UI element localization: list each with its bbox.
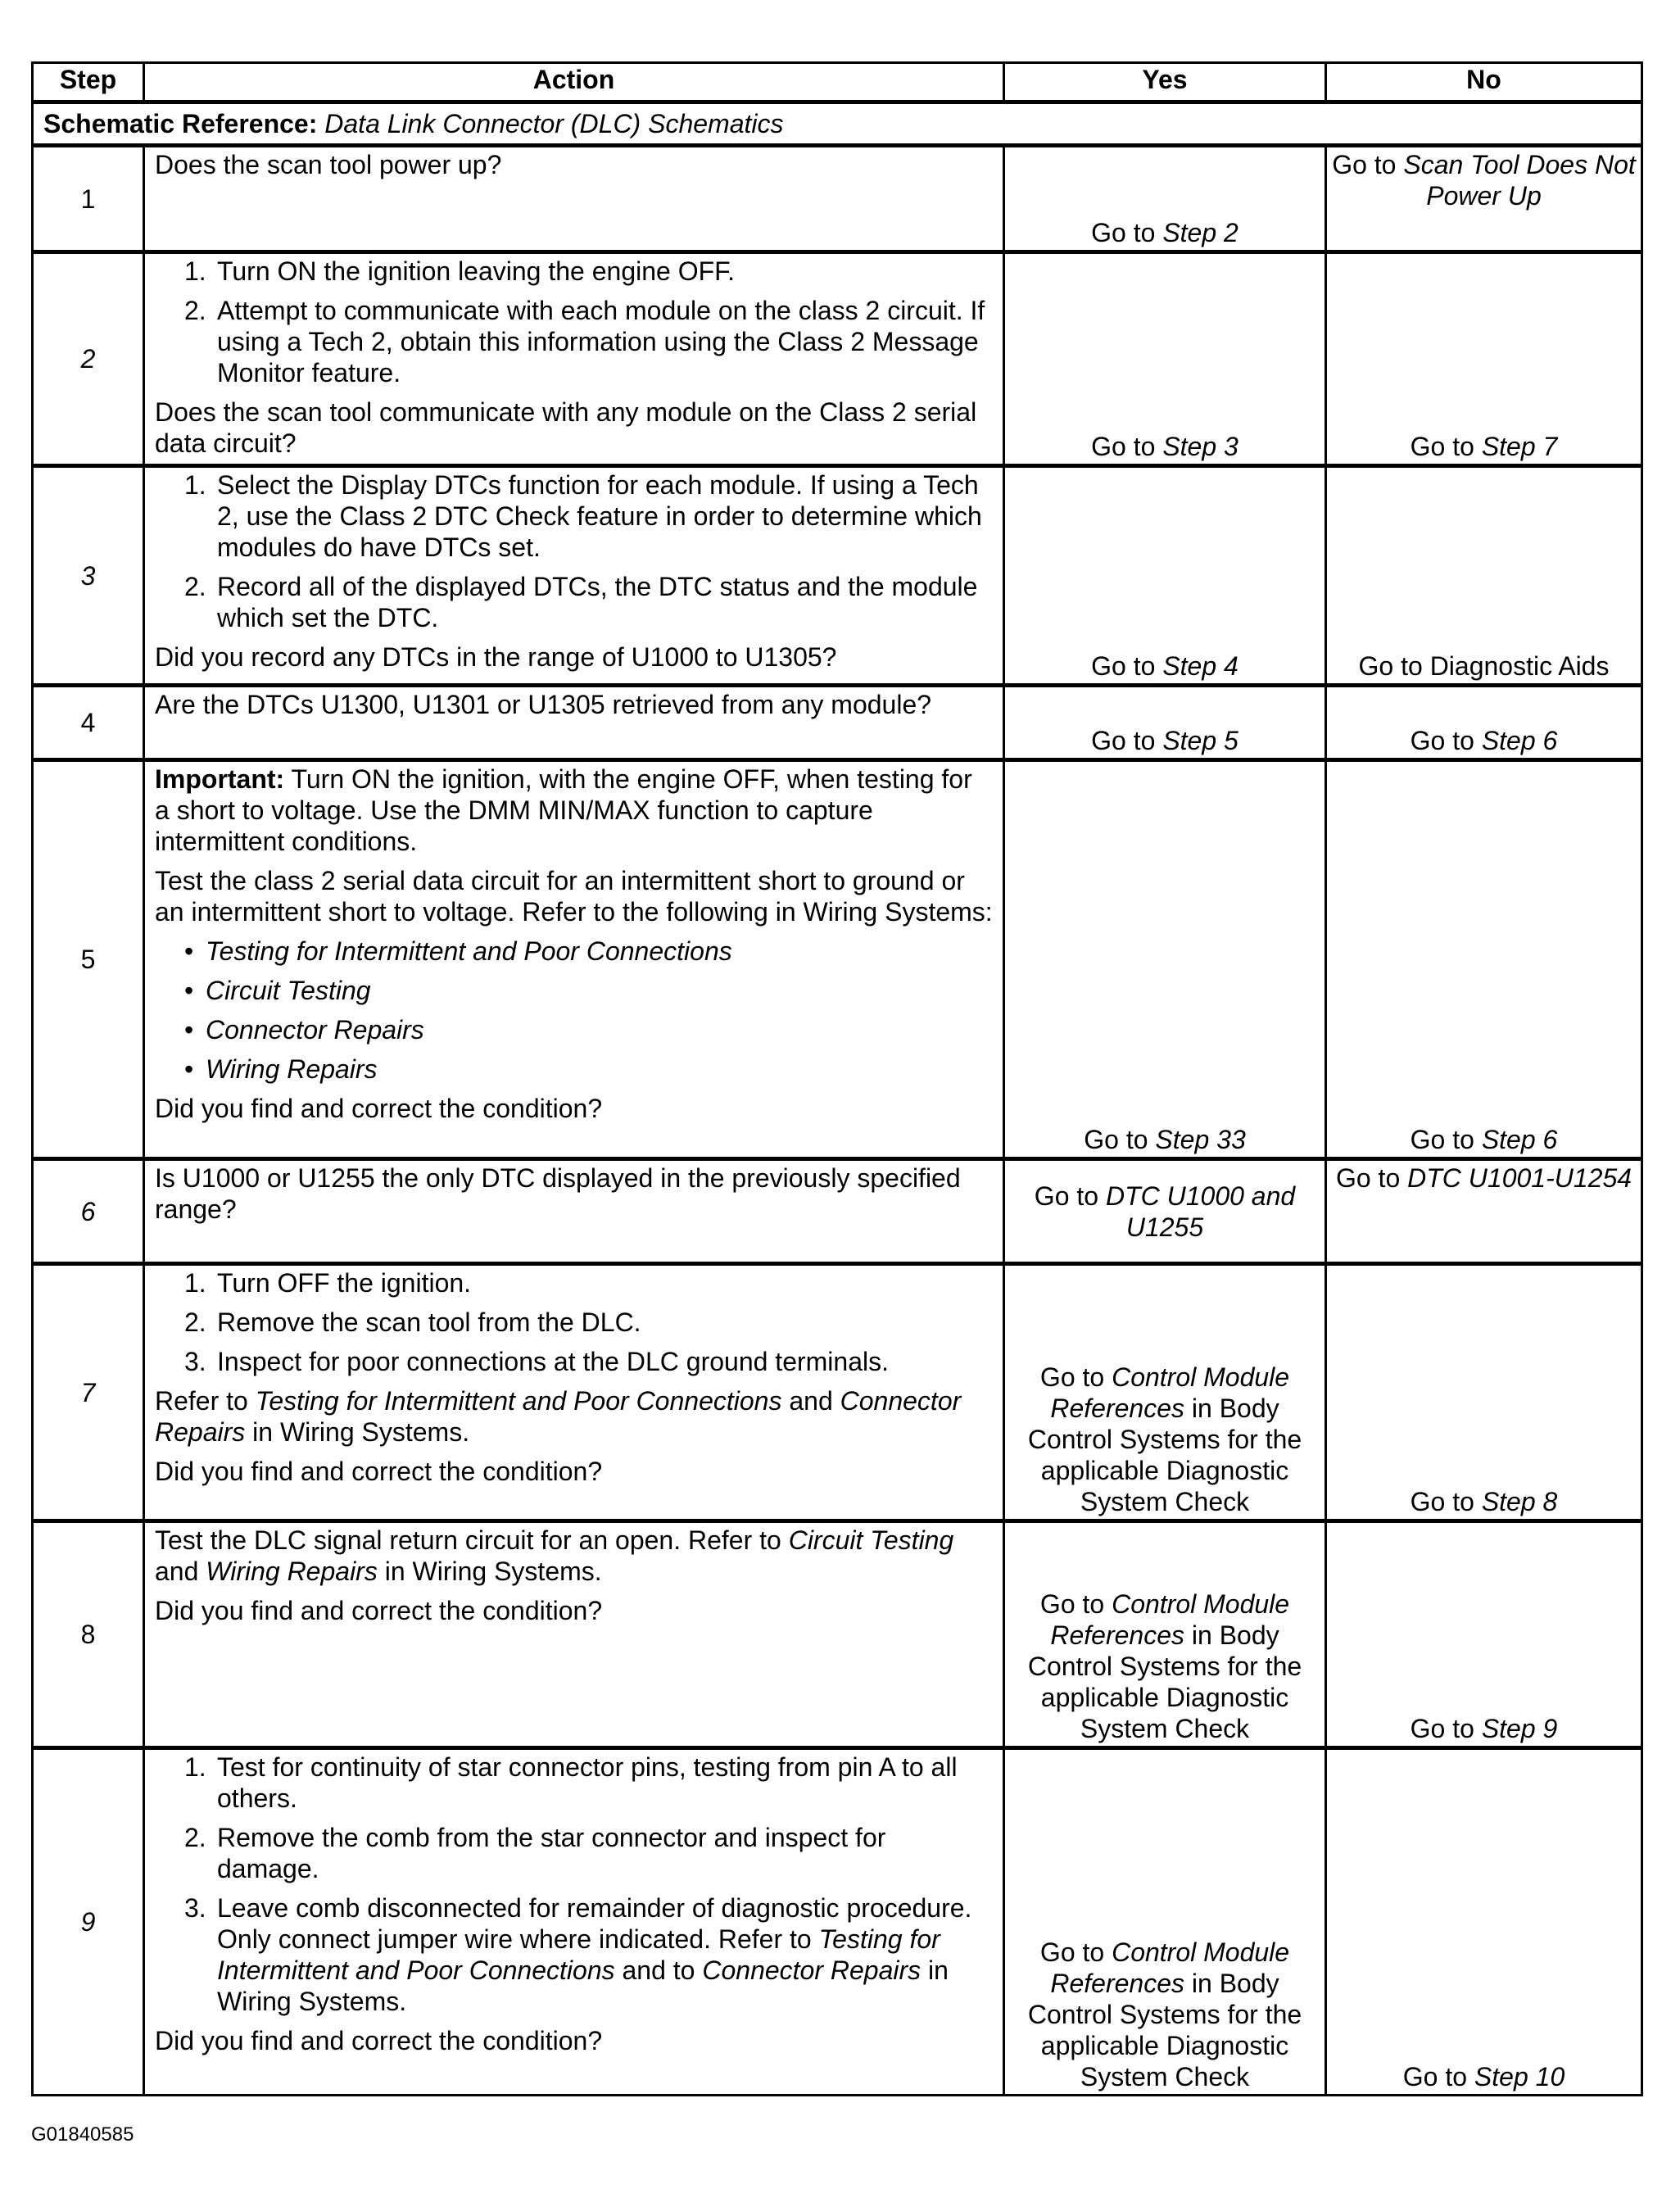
item-number: 1.	[184, 470, 206, 500]
step-number: 3	[33, 466, 144, 686]
reference-text: Step 33	[1155, 1125, 1246, 1154]
reference-text: Step 8	[1481, 1487, 1558, 1516]
reference-text: Step 10	[1474, 2062, 1565, 2091]
numbered-instruction	[155, 256, 993, 287]
action-cell	[144, 1521, 1004, 1748]
paragraph	[155, 689, 993, 720]
text: Is U1000 or U1255 the only DTC displayed in the previously specified range?	[155, 1163, 961, 1224]
text: Leave comb disconnected for remainder of diagnostic procedure. Only connect jumper wire where indicated. Refer to	[217, 1893, 972, 1954]
item-number: 2.	[184, 296, 206, 325]
step-row-4	[33, 686, 1642, 760]
text: in Wiring Systems.	[245, 1417, 470, 1447]
reference-text: DTC U1000 and U1255	[1105, 1181, 1296, 1242]
yes-result	[1004, 252, 1326, 466]
paragraph	[155, 2025, 993, 2056]
text: Go to	[1335, 1163, 1408, 1193]
text: in Wiring Systems.	[217, 1955, 949, 2016]
yes-result	[1004, 466, 1326, 686]
no-result	[1326, 1264, 1642, 1521]
reference-text: Testing for Intermittent and Poor Connections	[255, 1386, 782, 1416]
paragraph	[155, 641, 993, 673]
text: Go to	[1410, 1714, 1482, 1743]
action-cell	[144, 252, 1004, 466]
text: Does the scan tool power up?	[155, 150, 502, 179]
text: and to	[614, 1955, 703, 1985]
text: Did you find and correct the condition?	[155, 1596, 603, 1625]
numbered-instruction	[155, 1892, 993, 2017]
numbered-instruction	[155, 1346, 993, 1377]
step-row-6	[33, 1159, 1642, 1264]
numbered-instruction	[155, 469, 993, 563]
text: Did you find and correct the condition?	[155, 1457, 603, 1486]
reference-text: Circuit Testing	[206, 976, 371, 1005]
paragraph	[155, 1525, 993, 1587]
schematic-reference	[33, 102, 1642, 146]
text: in Wiring Systems.	[377, 1557, 602, 1586]
no-result	[1326, 146, 1642, 252]
paragraph	[155, 865, 993, 927]
text: Go to	[1410, 1125, 1482, 1154]
yes-result	[1004, 146, 1326, 252]
numbered-instruction	[155, 295, 993, 388]
text: Test for continuity of star connector pins, testing from pin A to all others.	[217, 1752, 958, 1813]
text: Go to	[1091, 218, 1163, 247]
step-number: 7	[33, 1264, 144, 1521]
step-number: 9	[33, 1748, 144, 2096]
item-number: 1.	[184, 1268, 206, 1298]
reference-text: Step 3	[1162, 432, 1238, 461]
paragraph	[155, 397, 993, 459]
numbered-instruction	[155, 571, 993, 633]
action-cell	[144, 1748, 1004, 2096]
bullet-icon: •	[184, 936, 194, 966]
no-result	[1326, 686, 1642, 760]
bullet-icon: •	[184, 976, 194, 1005]
numbered-instruction	[155, 1752, 993, 1814]
text: in Body Control Systems for the applicable Diagnostic System Check	[1027, 1394, 1302, 1516]
bullet-item	[155, 975, 993, 1006]
action-cell	[144, 1159, 1004, 1264]
text: Go to	[1091, 432, 1163, 461]
text: and	[781, 1386, 840, 1416]
text: Remove the scan tool from the DLC.	[217, 1307, 641, 1337]
yes-result	[1004, 1748, 1326, 2096]
step-number: 5	[33, 760, 144, 1159]
bullet-item	[155, 1054, 993, 1085]
paragraph	[155, 764, 993, 857]
reference-text: Step 7	[1481, 432, 1558, 461]
reference-text: Wiring Repairs	[206, 1557, 378, 1586]
header-yes: Yes	[1004, 63, 1326, 102]
text: Inspect for poor connections at the DLC ground terminals.	[217, 1347, 889, 1376]
text: Select the Display DTCs function for each module. If using a Tech 2, use the Class 2 DTC Check feature in order to determine which modules do have DTCs set.	[217, 470, 982, 562]
numbered-instruction	[155, 1307, 993, 1338]
yes-result	[1004, 760, 1326, 1159]
reference-text: Control Module References	[1050, 1362, 1290, 1423]
text: Attempt to communicate with each module on the class 2 circuit. If using a Tech 2, obtain this information using the Class 2 Message Monitor feature.	[217, 296, 985, 387]
paragraph	[155, 1093, 993, 1124]
step-row-8	[33, 1521, 1642, 1748]
step-number: 6	[33, 1159, 144, 1264]
bullet-item	[155, 936, 993, 967]
reference-text: Step 9	[1481, 1714, 1558, 1743]
reference-text: Control Module References	[1050, 1937, 1290, 1998]
text: Go to	[1091, 651, 1163, 681]
step-number: 4	[33, 686, 144, 760]
numbered-instruction	[155, 1267, 993, 1298]
yes-result	[1004, 1264, 1326, 1521]
text: Go to	[1039, 1937, 1112, 1967]
bold-label: Schematic Reference:	[43, 109, 325, 138]
text: Go to	[1402, 2062, 1474, 2091]
step-number: 8	[33, 1521, 144, 1748]
item-number: 3.	[184, 1347, 206, 1376]
header-step: Step	[33, 63, 144, 102]
schematic-reference-row	[33, 102, 1642, 146]
text: Did you find and correct the condition?	[155, 2026, 603, 2055]
item-number: 2.	[184, 1307, 206, 1337]
text: Go to	[1410, 1487, 1482, 1516]
text: Go to Diagnostic Aids	[1358, 651, 1610, 681]
step-number: 2	[33, 252, 144, 466]
header-row	[33, 63, 1642, 102]
no-result	[1326, 466, 1642, 686]
text: Remove the comb from the star connector and inspect for damage.	[217, 1823, 886, 1883]
action-cell	[144, 760, 1004, 1159]
text: Go to	[1410, 432, 1482, 461]
text: Go to	[1039, 1362, 1112, 1392]
text: Turn ON the ignition, with the engine OFF, when testing for a short to voltage. Use the DMM MIN/MAX function to capture intermittent conditions.	[155, 764, 972, 856]
reference-text: Connector Repairs	[155, 1386, 962, 1447]
reference-text: Step 6	[1481, 1125, 1558, 1154]
yes-result	[1004, 1159, 1326, 1264]
bullet-icon: •	[184, 1015, 194, 1045]
paragraph	[155, 1162, 993, 1225]
yes-result	[1004, 686, 1326, 760]
no-result	[1326, 1521, 1642, 1748]
step-row-1	[33, 146, 1642, 252]
no-result	[1326, 760, 1642, 1159]
action-cell	[144, 146, 1004, 252]
reference-text: Step 2	[1162, 218, 1238, 247]
step-row-2	[33, 252, 1642, 466]
numbered-instruction	[155, 1822, 993, 1884]
text: and	[155, 1557, 206, 1586]
text: Test the DLC signal return circuit for an open. Refer to	[155, 1525, 789, 1555]
step-row-5	[33, 760, 1642, 1159]
paragraph	[155, 1456, 993, 1487]
reference-text: Step 6	[1481, 726, 1558, 755]
text: Record all of the displayed DTCs, the DTC status and the module which set the DTC.	[217, 572, 978, 632]
yes-result	[1004, 1521, 1326, 1748]
no-result	[1326, 1748, 1642, 2096]
text: Go to	[1039, 1589, 1112, 1619]
figure-id: G01840585	[31, 2123, 134, 2146]
action-cell	[144, 466, 1004, 686]
reference-text: Scan Tool Does Not Power Up	[1403, 150, 1636, 211]
bullet-item	[155, 1014, 993, 1045]
step-row-9	[33, 1748, 1642, 2096]
header-action: Action	[144, 63, 1004, 102]
reference-text: Wiring Repairs	[206, 1054, 378, 1084]
reference-text: Testing for Intermittent and Poor Connections	[217, 1924, 940, 1985]
paragraph	[155, 1385, 993, 1448]
item-number: 2.	[184, 1823, 206, 1852]
reference-text: DTC U1001-U1254	[1407, 1163, 1632, 1193]
reference-text: Control Module References	[1050, 1589, 1290, 1650]
item-number: 3.	[184, 1893, 206, 1923]
reference-text: Circuit Testing	[788, 1525, 954, 1555]
item-number: 2.	[184, 572, 206, 601]
action-cell	[144, 1264, 1004, 1521]
text: Did you record any DTCs in the range of U1000 to U1305?	[155, 642, 837, 672]
diagnostic-table	[31, 61, 1643, 2096]
text: Test the class 2 serial data circuit for an intermittent short to ground or an intermittent short to voltage. Refer to the following in Wiring Systems:	[155, 866, 993, 927]
no-result	[1326, 252, 1642, 466]
reference-text: Step 5	[1162, 726, 1238, 755]
action-cell	[144, 686, 1004, 760]
item-number: 1.	[184, 1752, 206, 1782]
step-row-7	[33, 1264, 1642, 1521]
text: in Body Control Systems for the applicable Diagnostic System Check	[1027, 1969, 1302, 2091]
reference-text: Data Link Connector (DLC) Schematics	[324, 109, 784, 138]
reference-text: Connector Repairs	[206, 1015, 424, 1045]
bold-label: Important:	[155, 764, 285, 794]
text: Turn OFF the ignition.	[217, 1268, 472, 1298]
paragraph	[155, 1595, 993, 1626]
text: in Body Control Systems for the applicable Diagnostic System Check	[1027, 1620, 1302, 1743]
text: Go to	[1091, 726, 1163, 755]
paragraph	[155, 149, 993, 180]
text: Does the scan tool communicate with any module on the Class 2 serial data circuit?	[155, 397, 977, 458]
no-result	[1326, 1159, 1642, 1264]
item-number: 1.	[184, 256, 206, 286]
text: Refer to	[155, 1386, 256, 1416]
text: Go to	[1410, 726, 1482, 755]
header-no: No	[1326, 63, 1642, 102]
text: Go to	[1084, 1125, 1156, 1154]
text: Did you find and correct the condition?	[155, 1094, 603, 1123]
reference-text: Testing for Intermittent and Poor Connections	[206, 936, 732, 966]
step-row-3	[33, 466, 1642, 686]
text: Go to	[1034, 1181, 1106, 1211]
step-number: 1	[33, 146, 144, 252]
text: Are the DTCs U1300, U1301 or U1305 retrieved from any module?	[155, 690, 932, 719]
text: Turn ON the ignition leaving the engine OFF.	[217, 256, 736, 286]
bullet-icon: •	[184, 1054, 194, 1084]
reference-text: Connector Repairs	[702, 1955, 922, 1985]
reference-text: Step 4	[1162, 651, 1238, 681]
text: Go to	[1332, 150, 1404, 179]
